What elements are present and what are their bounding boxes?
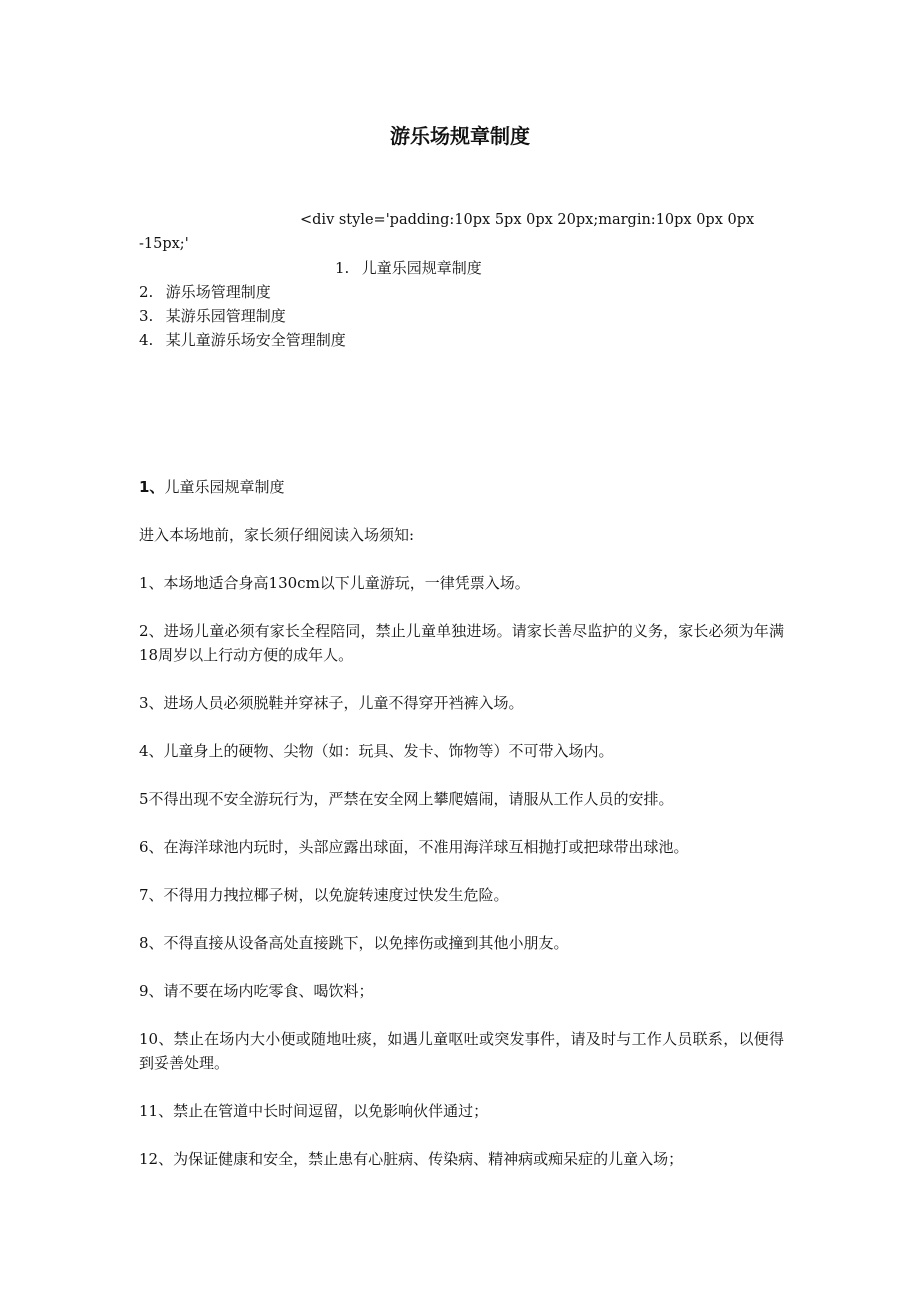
toc-item-1[interactable]	[335, 258, 482, 278]
toc-item-label: 儿童乐园规章制度	[361, 259, 482, 277]
section-heading	[139, 476, 284, 498]
toc-item-number: 4.	[139, 331, 154, 349]
rule-paragraph: 8、不得直接从设备高处直接跳下，以免摔伤或撞到其他小朋友。	[139, 934, 569, 952]
rule-paragraph: 7、不得用力拽拉椰子树，以免旋转速度过快发生危险。	[139, 886, 509, 904]
rule-paragraph: 12、为保证健康和安全，禁止患有心脏病、传染病、精神病或痴呆症的儿童入场；	[139, 1150, 684, 1168]
html-fragment-line-1: <div style='padding:10px 5px 0px 20px;margin:10px 0px 0px	[300, 212, 755, 228]
rule-paragraph: 10、禁止在场内大小便或随地吐痰，如遇儿童呕吐或突发事件，请及时与工作人员联系，以便得到妥善处理。	[139, 1030, 784, 1072]
toc-item-label: 某游乐园管理制度	[165, 307, 286, 325]
toc-item-number: 1.	[335, 259, 350, 277]
rule-paragraph: 4、儿童身上的硬物、尖物（如：玩具、发卡、饰物等）不可带入场内。	[139, 742, 614, 760]
toc-item-4[interactable]	[139, 330, 346, 350]
rule-paragraph: 1、本场地适合身高130cm以下儿童游玩，一律凭票入场。	[139, 574, 530, 592]
toc-item-label: 游乐场管理制度	[165, 283, 271, 301]
rule-paragraph: 11、禁止在管道中长时间逗留，以免影响伙伴通过；	[139, 1102, 489, 1120]
section-title: 儿童乐园规章制度	[164, 478, 285, 496]
rule-paragraph: 3、进场人员必须脱鞋并穿袜子，儿童不得穿开裆裤入场。	[139, 694, 524, 712]
rule-paragraph: 9、请不要在场内吃零食、喝饮料；	[139, 982, 374, 1000]
intro-paragraph: 进入本场地前，家长须仔细阅读入场须知:	[139, 526, 415, 544]
toc-item-3[interactable]	[139, 306, 286, 326]
document-title: 游乐场规章制度	[390, 124, 530, 148]
html-fragment-line-2: -15px;'	[139, 236, 189, 252]
toc-item-label: 某儿童游乐场安全管理制度	[165, 331, 346, 349]
toc-item-2[interactable]	[139, 282, 271, 302]
rule-paragraph: 2、进场儿童必须有家长全程陪同，禁止儿童单独进场。请家长善尽监护的义务，家长必须为年满18周岁以上行动方便的成年人。	[139, 622, 784, 664]
toc-item-number: 2.	[139, 283, 154, 301]
toc-item-number: 3.	[139, 307, 154, 325]
rule-paragraph: 6、在海洋球池内玩时，头部应露出球面，不准用海洋球互相抛打或把球带出球池。	[139, 838, 689, 856]
rule-paragraph: 5不得出现不安全游玩行为，严禁在安全网上攀爬嬉闹，请服从工作人员的安排。	[139, 790, 674, 808]
section-number: 1、	[139, 478, 165, 496]
